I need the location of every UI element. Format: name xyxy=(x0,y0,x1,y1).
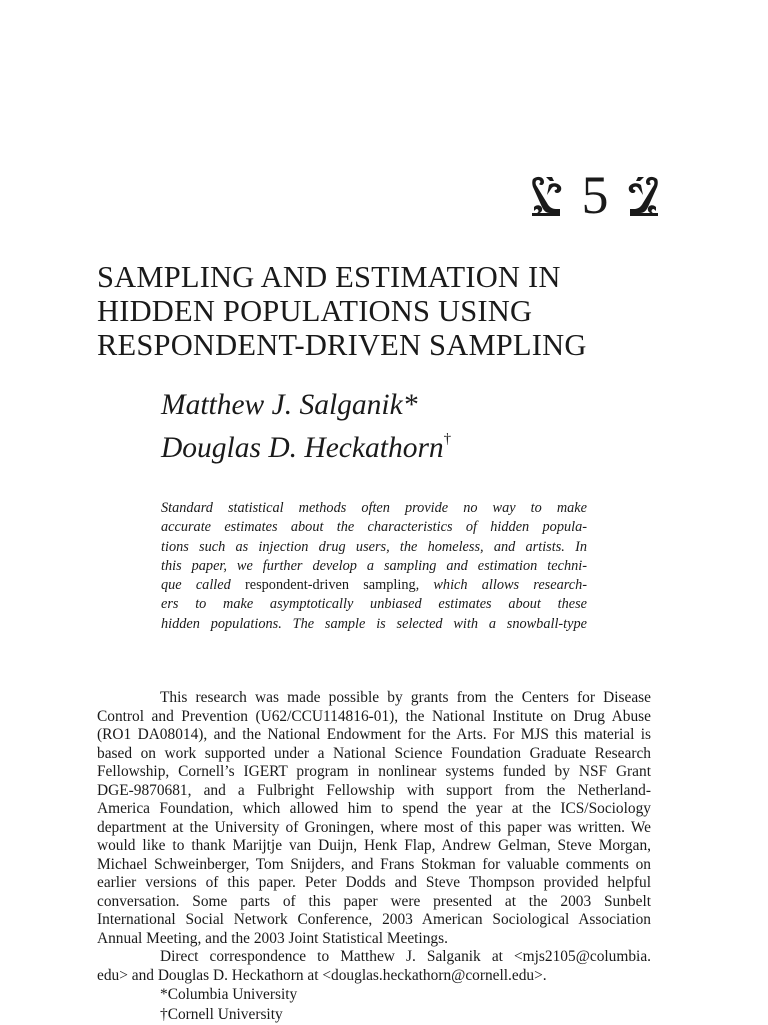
note-line: based on work supported under a National Science Foundation Graduate Research xyxy=(97,744,651,762)
author-1 xyxy=(161,388,451,422)
abstract-line xyxy=(161,576,587,595)
note-line: earlier versions of this paper. Peter Dodds and Steve Thompson provided helpful xyxy=(97,874,651,891)
abstract-line: accurate estimates about the characteristics of hidden popula- xyxy=(161,519,587,536)
author-mark: † xyxy=(443,431,452,447)
correspondence-line: Direct correspondence to Matthew J. Salganik at <mjs2105@columbia. xyxy=(160,948,651,965)
note-line: department at the University of Groningen, where most of this paper was written. We xyxy=(97,818,651,836)
note-line: Michael Schweinberger, Tom Snijders, and Frans Stokman for valuable comments on xyxy=(97,855,651,873)
title-line: HIDDEN POPULATIONS USING xyxy=(97,294,533,328)
abstract-line: this paper, we further develop a sampling and estimation techni- xyxy=(161,557,587,574)
right-ornament-icon xyxy=(626,173,660,217)
title-line: SAMPLING AND ESTIMATION IN xyxy=(97,260,561,294)
paper-title xyxy=(97,260,697,362)
chapter-number: 5 xyxy=(581,165,609,225)
affiliation-cornell: †Cornell University xyxy=(160,1006,283,1023)
note-line: America Foundation, which allowed him to spend the year at the ICS/Sociology xyxy=(97,800,651,817)
note-line: (RO1 DA08014), and the National Endowment for the Arts. For MJS this material is xyxy=(97,726,651,743)
note-line: DGE-9870681, and a Fulbright Fellowship with support from the Netherland- xyxy=(97,781,651,799)
author-name: Matthew J. Salganik xyxy=(161,389,403,421)
abstract-line: ers to make asymptotically unbiased estimates about these xyxy=(161,596,587,613)
title-line: RESPONDENT-DRIVEN SAMPLING xyxy=(97,328,587,362)
note-line: Control and Prevention (U62/CCU114816-01), the National Institute on Drug Abuse xyxy=(97,707,651,725)
acknowledgment-note xyxy=(97,689,651,985)
abstract-text: , which allows research- xyxy=(415,577,588,594)
abstract-line: tions such as injection drug users, the homeless, and artists. In xyxy=(161,538,587,555)
note-line: would like to thank Marijtje van Duijn, Henk Flap, Andrew Gelman, Steve Morgan, xyxy=(97,837,651,854)
affiliation-list xyxy=(160,985,297,1025)
abstract-line: Standard statistical methods often provide no way to make xyxy=(161,500,587,516)
note-line: International Social Network Conference, 2003 American Sociological Association xyxy=(97,911,651,928)
note-line: conversation. Some parts of this paper were presented at the 2003 Sunbelt xyxy=(97,892,651,910)
abstract-line: hidden populations. The sample is selected with a snowball-type xyxy=(161,615,587,632)
note-line: Fellowship, Cornell’s IGERT program in nonlinear systems funded by NSF Grant xyxy=(97,763,651,780)
correspondence-line: edu> and Douglas D. Heckathorn at <douglas.heckathorn@cornell.edu>. xyxy=(97,966,547,984)
chapter-marker xyxy=(530,163,660,227)
left-ornament-icon xyxy=(530,173,564,217)
abstract-text: que called xyxy=(161,577,231,594)
author-2 xyxy=(161,422,451,465)
abstract xyxy=(161,499,587,634)
affiliation-columbia: *Columbia University xyxy=(160,986,298,1003)
author-name: Douglas D. Heckathorn xyxy=(161,432,444,464)
key-term: respondent-driven sampling xyxy=(244,577,416,594)
author-list xyxy=(161,388,451,465)
author-mark: * xyxy=(402,389,418,421)
note-line: Annual Meeting, and the 2003 Joint Statistical Meetings. xyxy=(97,929,448,947)
note-line: This research was made possible by grants from the Centers for Disease xyxy=(160,689,651,706)
